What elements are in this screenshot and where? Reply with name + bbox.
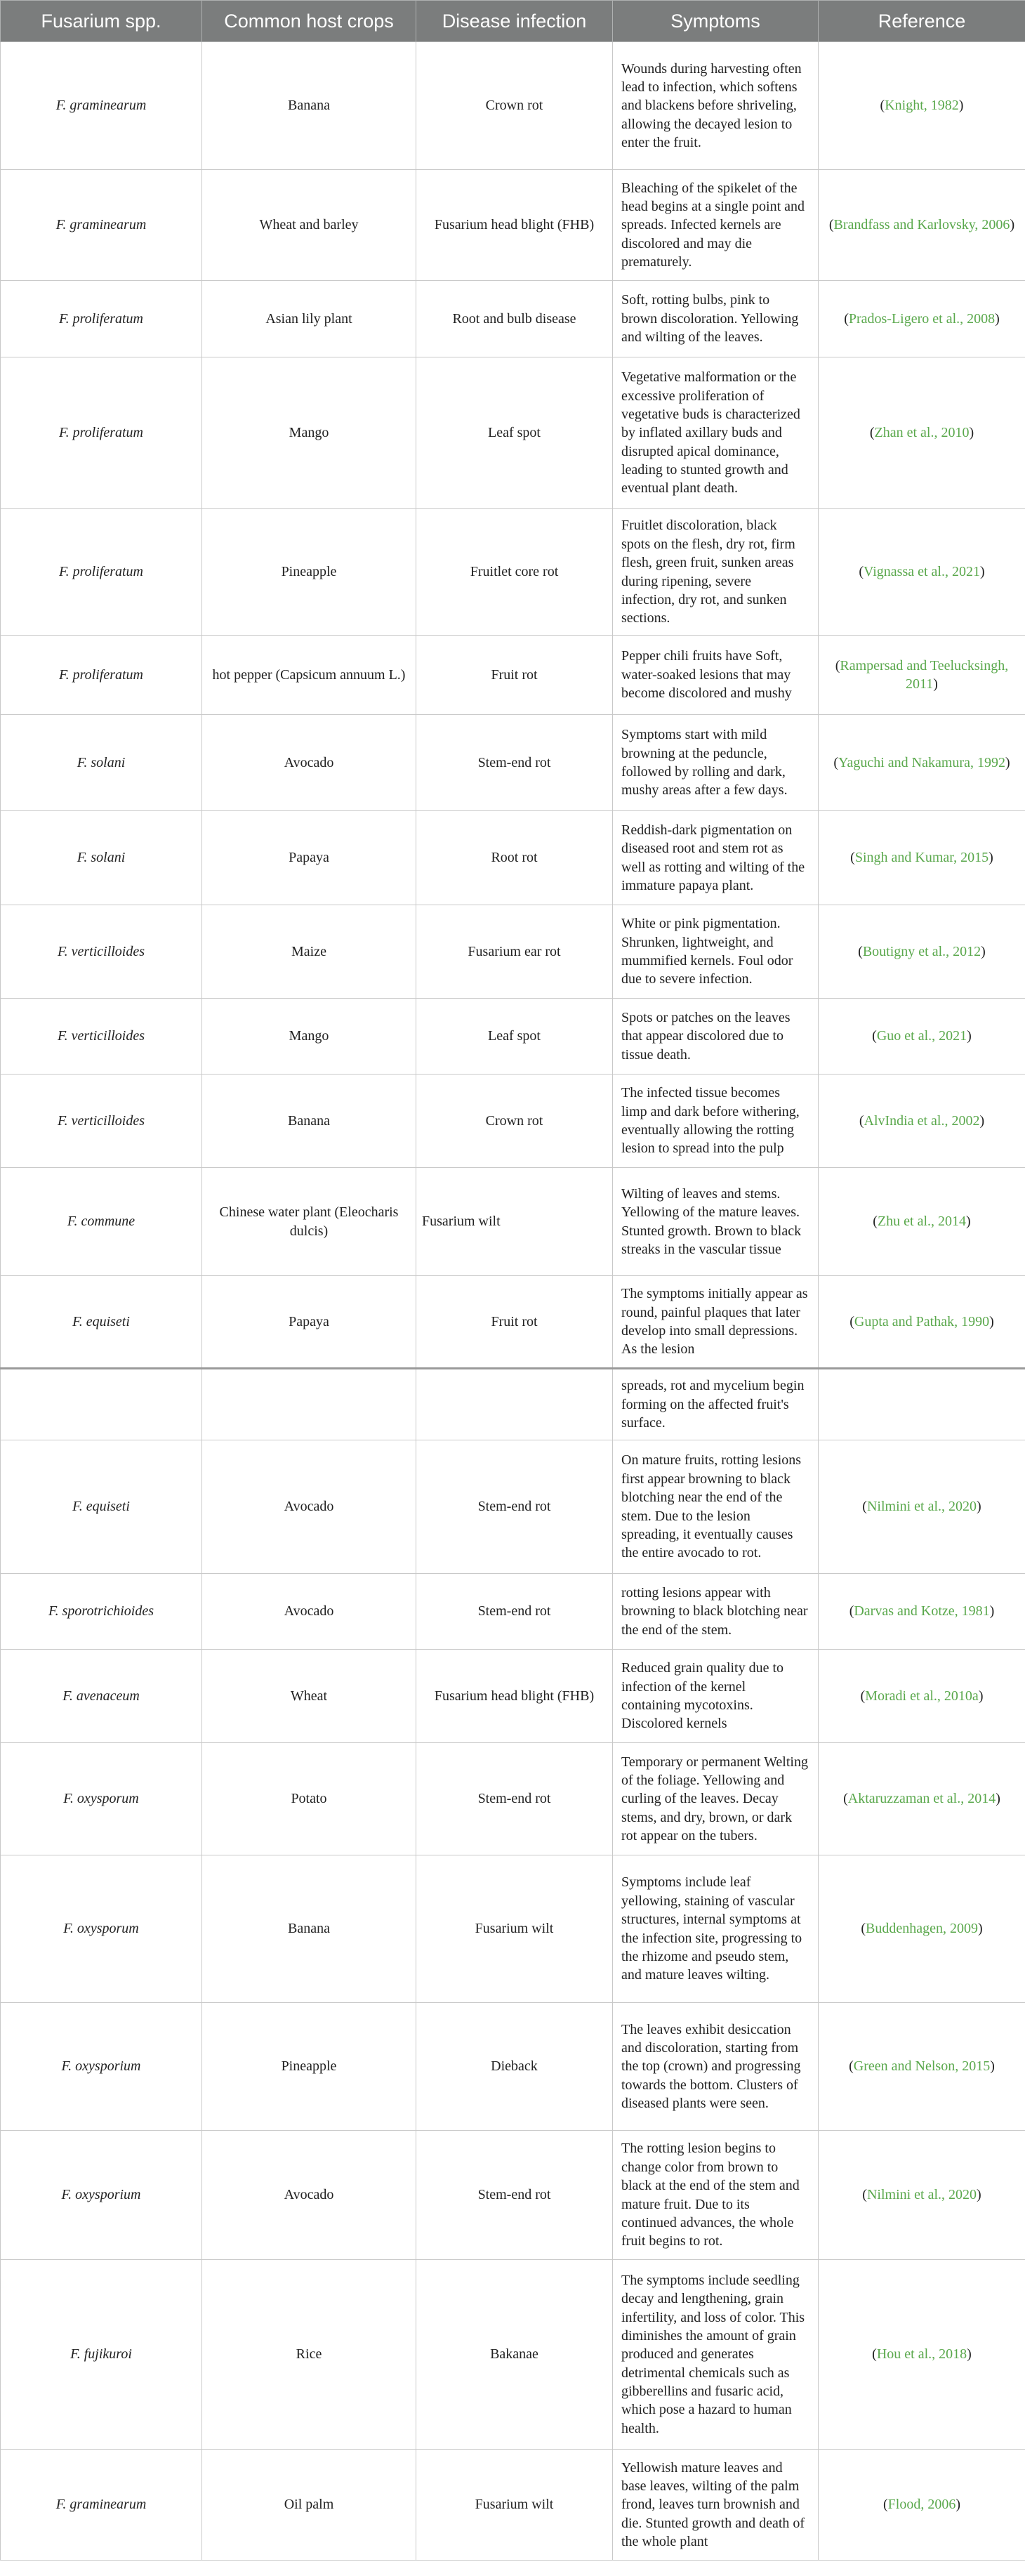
disease-cell xyxy=(416,1369,613,1440)
reference-close-paren: ) xyxy=(995,310,1000,327)
reference-cell xyxy=(819,636,1025,715)
reference-open-paren: ( xyxy=(869,425,875,441)
table-row xyxy=(1,170,1025,281)
reference-link[interactable]: Prados-Ligero et al., 2008 xyxy=(848,310,996,327)
reference-close-paren: ) xyxy=(977,2187,981,2203)
reference-close-paren: ) xyxy=(955,2497,961,2513)
symptoms-cell: Wounds during harvesting often lead to infection, which softens and blackens before shriveling, allowing the decayed lesion to enter the fruit. xyxy=(613,42,819,170)
table-row xyxy=(1,636,1025,715)
table-row xyxy=(1,1168,1025,1276)
symptoms-cell: Temporary or permanent Welting of the foliage. Yellowing and curling of the leaves. Decay stems, and dry, brown, or dark rot appear on the tubers. xyxy=(613,1743,819,1855)
reference-close-paren: ) xyxy=(967,1028,972,1044)
reference-open-paren: ( xyxy=(872,2346,877,2363)
disease-cell: Root and bulb disease xyxy=(416,281,613,357)
reference-link[interactable]: Rampersad and Teelucksingh, 2011 xyxy=(840,657,1009,692)
reference-cell xyxy=(819,1650,1025,1743)
host-crop-cell: Maize xyxy=(202,905,416,999)
table-row xyxy=(1,2260,1025,2450)
reference-open-paren: ( xyxy=(859,564,864,580)
host-crop-cell: Potato xyxy=(202,1743,416,1855)
host-crop-cell: Pineapple xyxy=(202,509,416,636)
reference-open-paren: ( xyxy=(862,1499,867,1515)
species-cell: F. verticilloides xyxy=(1,1075,202,1168)
table-row xyxy=(1,509,1025,636)
species-cell: F. graminearum xyxy=(1,170,202,281)
host-crop-cell: Wheat xyxy=(202,1650,416,1743)
reference-cell xyxy=(819,170,1025,281)
species-cell: F. equiseti xyxy=(1,1440,202,1574)
reference-link[interactable]: Knight, 1982 xyxy=(885,98,959,114)
host-crop-cell: Banana xyxy=(202,1075,416,1168)
host-crop-cell: Papaya xyxy=(202,811,416,905)
host-crop-cell: Avocado xyxy=(202,1440,416,1574)
species-cell: F. commune xyxy=(1,1168,202,1276)
species-cell: F. solani xyxy=(1,811,202,905)
table-row xyxy=(1,281,1025,357)
table-row xyxy=(1,811,1025,905)
reference-close-paren: ) xyxy=(989,1313,994,1329)
reference-open-paren: ( xyxy=(849,1603,854,1619)
reference-close-paren: ) xyxy=(981,943,986,959)
reference-link[interactable]: Zhan et al., 2010 xyxy=(874,425,970,441)
reference-cell xyxy=(819,2260,1025,2450)
table-row xyxy=(1,1650,1025,1743)
symptoms-cell: Pepper chili fruits have Soft, water-soaked lesions that may become discolored and mushy xyxy=(613,636,819,715)
disease-cell: Stem-end rot xyxy=(416,715,613,811)
reference-open-paren: ( xyxy=(833,754,839,770)
reference-open-paren: ( xyxy=(880,98,885,114)
symptoms-cell: The infected tissue becomes limp and dark before withering, eventually allowing the rotting lesion to spread into the pulp xyxy=(613,1075,819,1168)
reference-cell xyxy=(819,509,1025,636)
reference-cell xyxy=(819,811,1025,905)
reference-cell xyxy=(819,1574,1025,1650)
species-cell: F. equiseti xyxy=(1,1276,202,1369)
table-row xyxy=(1,2131,1025,2260)
reference-close-paren: ) xyxy=(980,564,985,580)
disease-cell: Fusarium wilt xyxy=(416,1855,613,2003)
reference-open-paren: ( xyxy=(843,1791,848,1807)
reference-link[interactable]: Vignassa et al., 2021 xyxy=(864,564,980,580)
reference-link[interactable]: Boutigny et al., 2012 xyxy=(862,943,981,959)
reference-open-paren: ( xyxy=(844,310,849,327)
species-cell xyxy=(1,1369,202,1440)
reference-close-paren: ) xyxy=(1010,217,1015,233)
host-crop-cell: Pineapple xyxy=(202,2003,416,2131)
disease-cell: Fusarium wilt xyxy=(416,1168,613,1276)
reference-link[interactable]: Darvas and Kotze, 1981 xyxy=(854,1603,990,1619)
species-cell: F. graminearum xyxy=(1,42,202,170)
host-crop-cell: hot pepper (Capsicum annuum L.) xyxy=(202,636,416,715)
symptoms-cell: Spots or patches on the leaves that appear discolored due to tissue death. xyxy=(613,999,819,1075)
host-crop-cell: Chinese water plant (Eleocharis dulcis) xyxy=(202,1168,416,1276)
reference-cell xyxy=(819,1743,1025,1855)
reference-open-paren: ( xyxy=(861,1921,866,1937)
reference-open-paren: ( xyxy=(828,217,834,233)
symptoms-cell: rotting lesions appear with browning to black blotching near the end of the stem. xyxy=(613,1574,819,1650)
disease-cell: Fusarium head blight (FHB) xyxy=(416,1650,613,1743)
table-row xyxy=(1,905,1025,999)
reference-cell xyxy=(819,999,1025,1075)
species-cell: F. proliferatum xyxy=(1,636,202,715)
reference-cell xyxy=(819,357,1025,509)
reference-link[interactable]: Nilmini et al., 2020 xyxy=(866,1499,977,1515)
reference-link[interactable]: Buddenhagen, 2009 xyxy=(866,1921,978,1937)
disease-cell: Fusarium wilt xyxy=(416,2450,613,2561)
species-cell: F. oxysporum xyxy=(1,1855,202,2003)
symptoms-cell: The leaves exhibit desiccation and discoloration, starting from the top (crown) and progressing towards the bottom. Clusters of diseased plants were seen. xyxy=(613,2003,819,2131)
symptoms-cell: The symptoms initially appear as round, painful plaques that later develop into small depressions. As the lesion xyxy=(613,1276,819,1369)
symptoms-cell: Yellowish mature leaves and base leaves, wilting of the palm frond, leaves turn brownish and die. Stunted growth and death of the whole plant xyxy=(613,2450,819,2561)
species-cell: F. fujikuroi xyxy=(1,2260,202,2450)
disease-cell: Stem-end rot xyxy=(416,2131,613,2260)
host-crop-cell: Oil palm xyxy=(202,2450,416,2561)
reference-link[interactable]: Flood, 2006 xyxy=(887,2497,956,2513)
species-cell: F. proliferatum xyxy=(1,281,202,357)
reference-open-paren: ( xyxy=(873,1214,878,1230)
species-cell: F. oxysporium xyxy=(1,2131,202,2260)
table-row xyxy=(1,1075,1025,1168)
table-body xyxy=(1,42,1025,2561)
host-crop-cell xyxy=(202,1369,416,1440)
table-row xyxy=(1,1440,1025,1574)
reference-close-paren: ) xyxy=(978,1688,984,1704)
species-cell: F. verticilloides xyxy=(1,905,202,999)
reference-cell xyxy=(819,905,1025,999)
symptoms-cell: Symptoms include leaf yellowing, staining of vascular structures, internal symptoms at the infection site, progressing to the rhizome and pseudo stem, and mature leaves wilting. xyxy=(613,1855,819,2003)
header-disease-infection: Disease infection xyxy=(416,1,613,42)
table-row xyxy=(1,1369,1025,1440)
symptoms-cell: Reddish-dark pigmentation on diseased root and stem rot as well as rotting and wilting of the immature papaya plant. xyxy=(613,811,819,905)
table-row xyxy=(1,715,1025,811)
host-crop-cell: Rice xyxy=(202,2260,416,2450)
reference-open-paren: ( xyxy=(882,2497,888,2513)
disease-cell: Leaf spot xyxy=(416,999,613,1075)
disease-cell: Leaf spot xyxy=(416,357,613,509)
reference-close-paren: ) xyxy=(1005,754,1010,770)
disease-cell: Dieback xyxy=(416,2003,613,2131)
reference-open-paren: ( xyxy=(858,943,863,959)
disease-cell: Fruit rot xyxy=(416,636,613,715)
reference-link[interactable]: AlvIndia et al., 2002 xyxy=(864,1112,980,1129)
reference-close-paren: ) xyxy=(933,676,938,692)
reference-cell xyxy=(819,281,1025,357)
symptoms-cell: Wilting of leaves and stems. Yellowing of the mature leaves. Stunted growth. Brown to black streaks in the vascular tissue xyxy=(613,1168,819,1276)
reference-close-paren: ) xyxy=(969,425,974,441)
species-cell: F. verticilloides xyxy=(1,999,202,1075)
reference-cell xyxy=(819,42,1025,170)
disease-cell: Crown rot xyxy=(416,42,613,170)
table-row xyxy=(1,2450,1025,2561)
reference-cell xyxy=(819,2003,1025,2131)
species-cell: F. proliferatum xyxy=(1,509,202,636)
reference-close-paren: ) xyxy=(990,2058,995,2075)
symptoms-cell: Symptoms start with mild browning at the peduncle, followed by rolling and dark, mushy areas after a few days. xyxy=(613,715,819,811)
reference-open-paren: ( xyxy=(860,1688,866,1704)
reference-close-paren: ) xyxy=(958,98,964,114)
table-row xyxy=(1,357,1025,509)
reference-cell xyxy=(819,1168,1025,1276)
host-crop-cell: Avocado xyxy=(202,715,416,811)
reference-open-paren: ( xyxy=(862,2187,867,2203)
species-cell: F. oxysporium xyxy=(1,2003,202,2131)
reference-open-paren: ( xyxy=(859,1112,864,1129)
table-row xyxy=(1,999,1025,1075)
reference-close-paren: ) xyxy=(996,1791,1000,1807)
header-reference: Reference xyxy=(819,1,1025,42)
host-crop-cell: Avocado xyxy=(202,2131,416,2260)
reference-open-paren: ( xyxy=(849,1313,854,1329)
species-cell: F. graminearum xyxy=(1,2450,202,2561)
reference-cell xyxy=(819,715,1025,811)
reference-link[interactable]: Gupta and Pathak, 1990 xyxy=(854,1313,990,1329)
disease-cell: Bakanae xyxy=(416,2260,613,2450)
reference-close-paren: ) xyxy=(988,850,993,866)
reference-link[interactable]: Singh and Kumar, 2015 xyxy=(854,850,989,866)
reference-cell xyxy=(819,1855,1025,2003)
reference-close-paren: ) xyxy=(979,1112,985,1129)
host-crop-cell: Asian lily plant xyxy=(202,281,416,357)
reference-cell xyxy=(819,1075,1025,1168)
reference-link[interactable]: Moradi et al., 2010a xyxy=(865,1688,979,1704)
reference-link[interactable]: Hou et al., 2018 xyxy=(876,2346,967,2363)
disease-cell: Root rot xyxy=(416,811,613,905)
reference-link[interactable]: Yaguchi and Nakamura, 1992 xyxy=(838,754,1005,770)
symptoms-cell: Reduced grain quality due to infection of the kernel containing mycotoxins. Discolored kernels xyxy=(613,1650,819,1743)
symptoms-cell: White or pink pigmentation. Shrunken, lightweight, and mummified kernels. Foul odor due to severe infection. xyxy=(613,905,819,999)
symptoms-cell: Bleaching of the spikelet of the head begins at a single point and spreads. Infected kernels are discolored and may die prematurely. xyxy=(613,170,819,281)
species-cell: F. sporotrichioides xyxy=(1,1574,202,1650)
reference-link[interactable]: Green and Nelson, 2015 xyxy=(853,2058,991,2075)
host-crop-cell: Banana xyxy=(202,1855,416,2003)
reference-link[interactable]: Aktaruzzaman et al., 2014 xyxy=(847,1791,996,1807)
table-row xyxy=(1,2003,1025,2131)
reference-cell xyxy=(819,2450,1025,2561)
symptoms-cell: spreads, rot and mycelium begin forming on the affected fruit's surface. xyxy=(613,1369,819,1440)
symptoms-cell: The rotting lesion begins to change color from brown to black at the end of the stem and mature fruit. Due to its continued advances, the whole fruit begins to rot. xyxy=(613,2131,819,2260)
reference-close-paren: ) xyxy=(967,2346,972,2363)
reference-open-paren: ( xyxy=(872,1028,877,1044)
host-crop-cell: Banana xyxy=(202,42,416,170)
species-cell: F. proliferatum xyxy=(1,357,202,509)
reference-open-paren: ( xyxy=(835,657,840,673)
reference-close-paren: ) xyxy=(966,1214,971,1230)
reference-close-paren: ) xyxy=(989,1603,995,1619)
reference-link[interactable]: Nilmini et al., 2020 xyxy=(866,2187,977,2203)
reference-close-paren: ) xyxy=(977,1499,981,1515)
disease-cell: Stem-end rot xyxy=(416,1440,613,1574)
symptoms-cell: Vegetative malformation or the excessive proliferation of vegetative buds is characterized by inflated axillary buds and disrupted apical dominance, leading to stunted growth and eventual plant death. xyxy=(613,357,819,509)
disease-cell: Fusarium head blight (FHB) xyxy=(416,170,613,281)
host-crop-cell: Wheat and barley xyxy=(202,170,416,281)
host-crop-cell: Avocado xyxy=(202,1574,416,1650)
header-species: Fusarium spp. xyxy=(1,1,202,42)
disease-cell: Fusarium ear rot xyxy=(416,905,613,999)
header-symptoms: Symptoms xyxy=(613,1,819,42)
reference-cell xyxy=(819,2131,1025,2260)
reference-close-paren: ) xyxy=(977,1921,983,1937)
host-crop-cell: Mango xyxy=(202,999,416,1075)
table-row xyxy=(1,1743,1025,1855)
table-row xyxy=(1,42,1025,170)
disease-cell: Fruit rot xyxy=(416,1276,613,1369)
symptoms-cell: Soft, rotting bulbs, pink to brown discoloration. Yellowing and wilting of the leaves. xyxy=(613,281,819,357)
species-cell: F. avenaceum xyxy=(1,1650,202,1743)
disease-cell: Crown rot xyxy=(416,1075,613,1168)
reference-link[interactable]: Brandfass and Karlovsky, 2006 xyxy=(833,217,1010,233)
disease-cell: Fruitlet core rot xyxy=(416,509,613,636)
reference-cell xyxy=(819,1276,1025,1369)
symptoms-cell: Fruitlet discoloration, black spots on the flesh, dry rot, firm flesh, green fruit, sunken areas during ripening, severe infection, dry rot, and sunken sections. xyxy=(613,509,819,636)
table-row xyxy=(1,1276,1025,1369)
reference-open-paren: ( xyxy=(849,2058,854,2075)
species-cell: F. solani xyxy=(1,715,202,811)
disease-cell: Stem-end rot xyxy=(416,1574,613,1650)
table-row xyxy=(1,1855,1025,2003)
disease-cell: Stem-end rot xyxy=(416,1743,613,1855)
host-crop-cell: Papaya xyxy=(202,1276,416,1369)
reference-link[interactable]: Zhu et al., 2014 xyxy=(877,1214,967,1230)
reference-cell xyxy=(819,1440,1025,1574)
table-row xyxy=(1,1574,1025,1650)
reference-cell xyxy=(819,1369,1025,1440)
host-crop-cell: Mango xyxy=(202,357,416,509)
species-cell: F. oxysporum xyxy=(1,1743,202,1855)
header-host-crops: Common host crops xyxy=(202,1,416,42)
symptoms-cell: The symptoms include seedling decay and lengthening, grain infertility, and loss of color. This diminishes the amount of grain produced and generates detrimental chemicals such as gibberellins and fusaric acid, which pose a hazard to human health. xyxy=(613,2260,819,2450)
table-header-row xyxy=(1,1,1025,42)
symptoms-cell: On mature fruits, rotting lesions first appear browning to black blotching near the end of the stem. Due to the lesion spreading, it eventually causes the entire avocado to rot. xyxy=(613,1440,819,1574)
reference-link[interactable]: Guo et al., 2021 xyxy=(876,1028,967,1044)
reference-open-paren: ( xyxy=(850,850,855,866)
